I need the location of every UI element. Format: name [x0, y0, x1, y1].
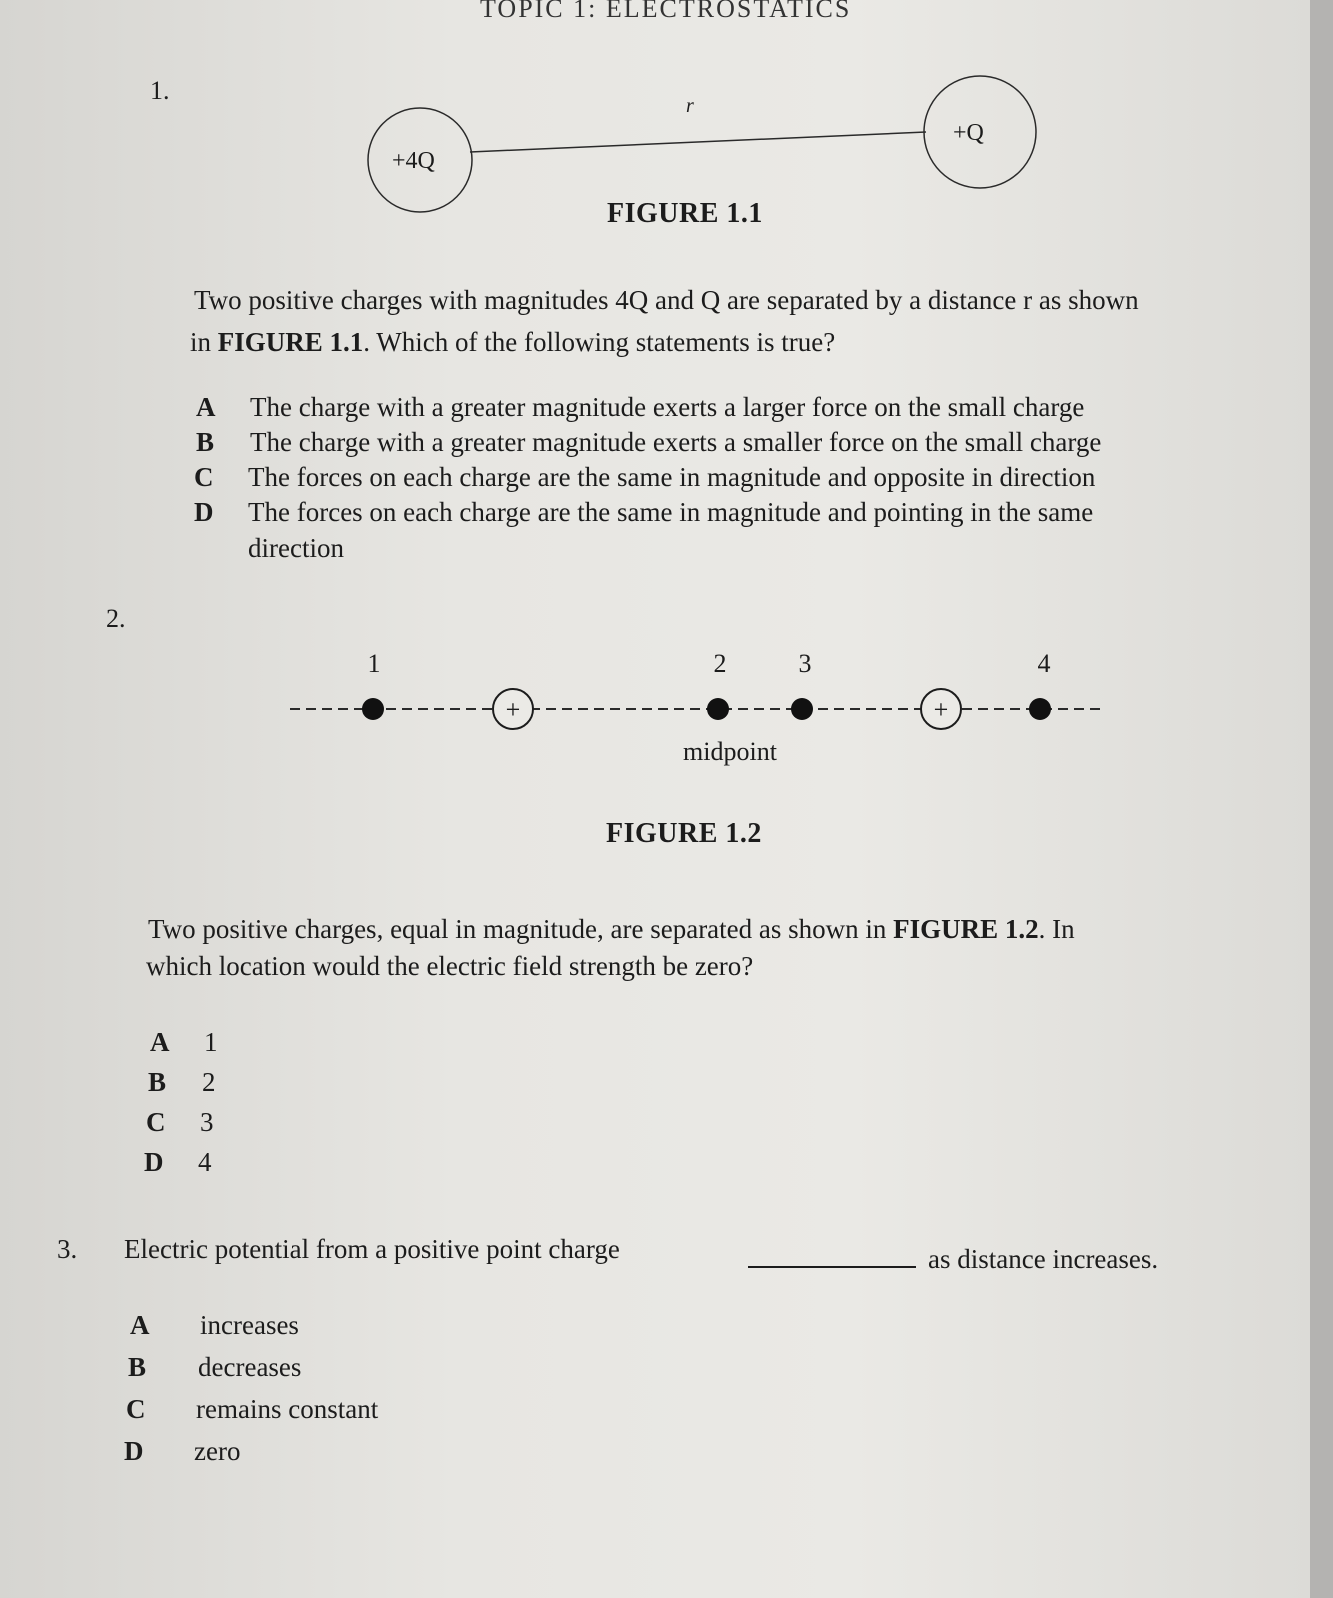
figure-1-1-caption: FIGURE 1.1 [607, 198, 763, 229]
figure-1-2-caption: FIGURE 1.2 [606, 818, 762, 849]
plus-symbol-left: + [505, 695, 521, 724]
point-2-dot [707, 698, 729, 720]
question-2-text-line1: Two positive charges, equal in magnitude, are separated as shown in FIGURE 1.2. In [148, 914, 1075, 944]
point-1-label: 1 [367, 649, 381, 678]
question-3-number: 3. [57, 1234, 78, 1264]
question-1-option-a: A The charge with a greater magnitude exerts a larger force on the small charge [196, 392, 1085, 422]
figure-1-2-ref: FIGURE 1.2 [893, 914, 1039, 944]
question-2-text-line2: which location would the electric field strength be zero? [146, 951, 754, 981]
question-1-option-b: B The charge with a greater magnitude exerts a smaller force on the small charge [196, 427, 1102, 457]
question-1-option-c: C The forces on each charge are the same in magnitude and opposite in direction [194, 462, 1096, 492]
figure-1-2-diagram [0, 620, 1333, 780]
plus-symbol-right: + [933, 695, 949, 724]
question-1-option-d: D The forces on each charge are the same in magnitude and pointing in the same [194, 497, 1094, 527]
question-3-text-post: as distance increases. [928, 1244, 1159, 1274]
question-1-text-line1: Two positive charges with magnitudes 4Q and Q are separated by a distance r as shown [194, 285, 1139, 315]
charge-q-label: +Q [953, 120, 984, 146]
point-4-dot [1029, 698, 1051, 720]
question-3-option-a: A increases [130, 1310, 299, 1340]
page-header: TOPIC 1: ELECTROSTATICS [480, 0, 852, 23]
question-3-option-c: C remains constant [126, 1394, 379, 1424]
separation-line [470, 132, 926, 152]
question-2-number: 2. [106, 604, 126, 633]
figure-1-1-ref: FIGURE 1.1 [217, 327, 364, 357]
point-3-dot [791, 698, 813, 720]
question-1-text-line2: in FIGURE 1.1. Which of the following statements is true? [190, 327, 836, 357]
question-3-option-d: D zero [124, 1436, 241, 1466]
question-2-option-c: C 3 [146, 1107, 214, 1137]
midpoint-label: midpoint [683, 737, 777, 766]
question-1-number: 1. [150, 76, 170, 105]
answer-blank [748, 1266, 916, 1268]
point-1-dot [362, 698, 384, 720]
point-4-label: 4 [1037, 649, 1051, 678]
point-2-label: 2 [713, 649, 727, 678]
distance-label: r [686, 95, 694, 117]
point-3-label: 3 [798, 649, 812, 678]
question-2-option-d: D 4 [144, 1147, 212, 1177]
question-2-option-a: A 1 [150, 1027, 218, 1057]
question-2-option-b: B 2 [148, 1067, 216, 1097]
charge-4q-label: +4Q [392, 148, 435, 174]
question-3-option-b: B decreases [128, 1352, 302, 1382]
question-3-text-pre: Electric potential from a positive point charge [124, 1234, 620, 1264]
question-1-option-d-continued: direction [248, 533, 344, 563]
